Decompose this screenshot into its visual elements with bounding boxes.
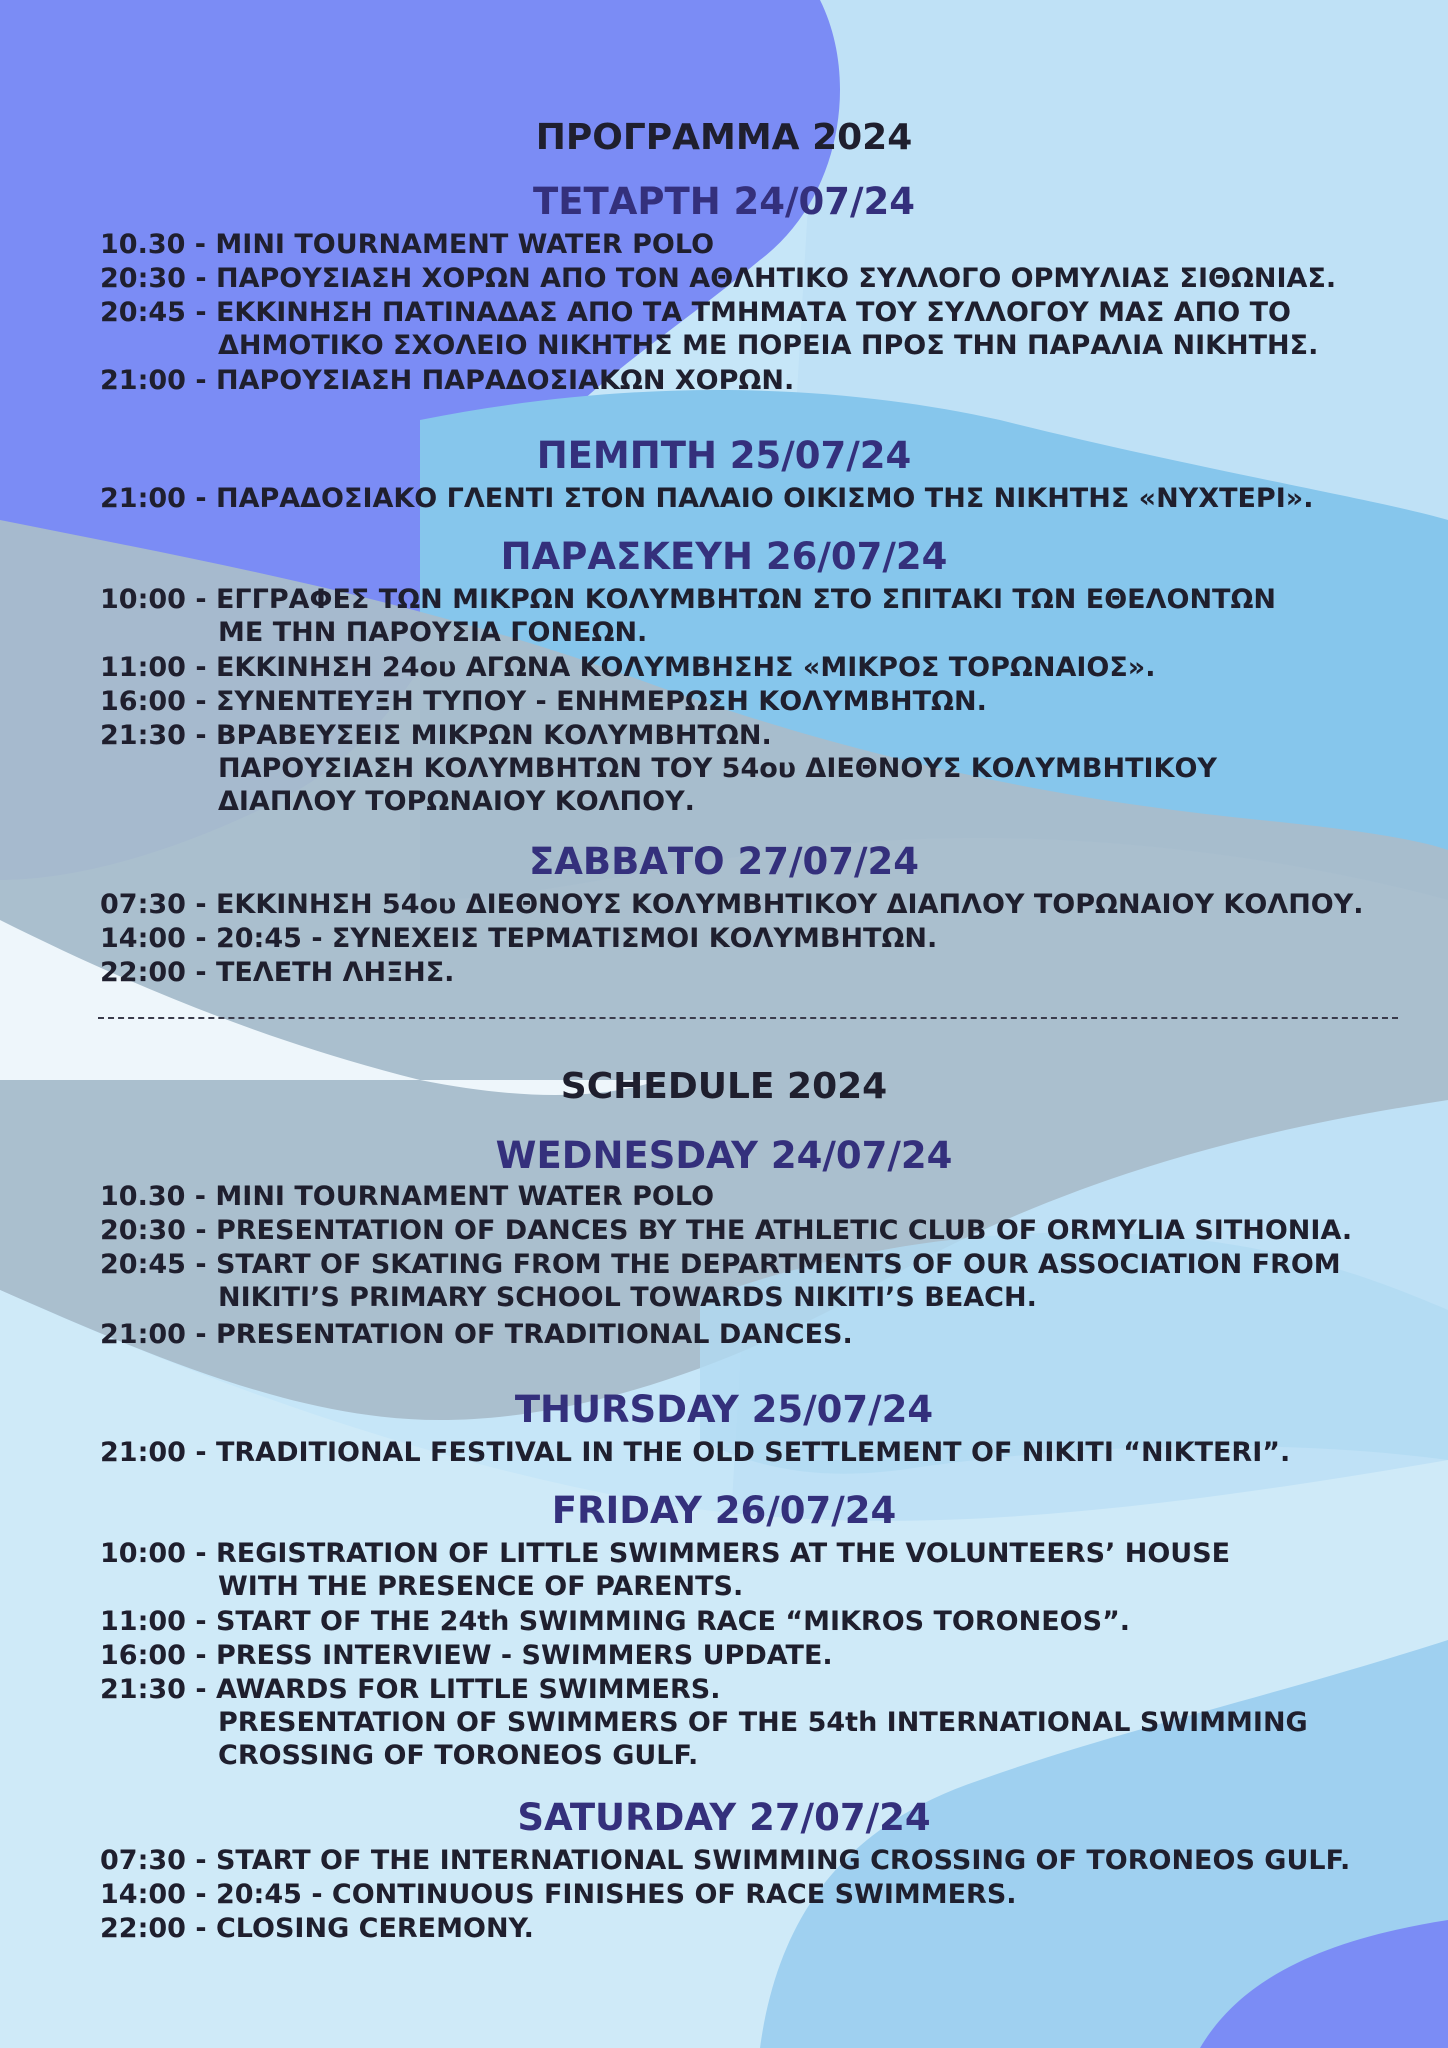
greek-day-saturday: ΣΑΒΒΑΤΟ 27/07/24 xyxy=(528,840,920,883)
schedule-item: 10:00 - ΕΓΓΡΑΦΕΣ ΤΩΝ ΜΙΚΡΩΝ ΚΟΛΥΜΒΗΤΩΝ ΣΤΟ ΣΠΙΤΑΚΙ ΤΩΝ ΕΘΕΛΟΝΤΩΝ ΜΕ ΤΗΝ ΠΑΡΟΥΣΙΑ ΓΟΝΕΩΝ. xyxy=(100,584,1277,648)
english-day-saturday: SATURDAY 27/07/24 xyxy=(517,1796,931,1839)
english-day-friday: FRIDAY 26/07/24 xyxy=(551,1489,897,1532)
schedule-item: 07:30 - START OF THE INTERNATIONAL SWIMMING CROSSING OF TORONEOS GULF. xyxy=(100,1845,1351,1876)
schedule-item: 16:00 - ΣΥΝΕΝΤΕΥΞΗ ΤΥΠΟΥ - ΕΝΗΜΕΡΩΣΗ ΚΟΛΥΜΒΗΤΩΝ. xyxy=(100,686,987,717)
schedule-item: 14:00 - 20:45 - CONTINUOUS FINISHES OF RACE SWIMMERS. xyxy=(100,1879,1017,1910)
schedule-item: 21:00 - ΠΑΡΑΔΟΣΙΑΚΟ ΓΛΕΝΤΙ ΣΤΟΝ ΠΑΛΑΙΟ ΟΙΚΙΣΜΟ ΤΗΣ ΝΙΚΗΤΗΣ «ΝΥΧΤΕΡΙ». xyxy=(100,483,1314,514)
schedule-item: 21:30 - AWARDS FOR LITTLE SWIMMERS. PRESENTATION OF SWIMMERS OF THE 54th INTERNATIONAL SWIMMING CROSSING OF TORONEOS GULF. xyxy=(100,1674,1308,1771)
schedule-item: 11:00 - START OF THE 24th SWIMMING RACE “MIKROS TORONEOS”. xyxy=(100,1606,1131,1637)
schedule-item: 21:30 - ΒΡΑΒΕΥΣΕΙΣ ΜΙΚΡΩΝ ΚΟΛΥΜΒΗΤΩΝ. ΠΑΡΟΥΣΙΑΣΗ ΚΟΛΥΜΒΗΤΩΝ ΤΟΥ 54ου ΔΙΕΘΝΟΥΣ ΚΟΛΥΜΒΗΤΙΚΟΥ ΔΙΑΠΛΟΥ ΤΟΡΩΝΑΙΟΥ ΚΟΛΠΟΥ. xyxy=(100,720,1217,817)
schedule-item: 22:00 - ΤΕΛΕΤΗ ΛΗΞΗΣ. xyxy=(100,957,455,988)
schedule-item: 14:00 - 20:45 - ΣΥΝΕΧΕΙΣ ΤΕΡΜΑΤΙΣΜΟΙ ΚΟΛΥΜΒΗΤΩΝ. xyxy=(100,923,938,954)
schedule-item: 22:00 - CLOSING CEREMONY. xyxy=(100,1913,534,1944)
english-day-thursday: THURSDAY 25/07/24 xyxy=(514,1388,934,1431)
schedule-item: 20:30 - PRESENTATION OF DANCES BY THE ATHLETIC CLUB OF ORMYLIA SITHONIA. xyxy=(100,1215,1353,1246)
schedule-item: 21:00 - ΠΑΡΟΥΣΙΑΣΗ ΠΑΡΑΔΟΣΙΑΚΩΝ ΧΟΡΩΝ. xyxy=(100,365,795,396)
english-day-wednesday: WEDNESDAY 24/07/24 xyxy=(495,1134,953,1177)
schedule-item: 10:00 - REGISTRATION OF LITTLE SWIMMERS AT THE VOLUNTEERS’ HOUSE WITH THE PRESENCE OF PARENTS. xyxy=(100,1538,1231,1602)
schedule-item: 20:45 - START OF SKATING FROM THE DEPARTMENTS OF OUR ASSOCIATION FROM NIKITI’S PRIMARY SCHOOL TOWARDS NIKITI’S BEACH. xyxy=(100,1249,1341,1313)
schedule-item: 10.30 - MINI TOURNAMENT WATER POLO xyxy=(100,229,715,260)
greek-program-title: ΠΡΟΓΡΑΜΜΑ 2024 xyxy=(535,117,913,158)
schedule-item: 10.30 - MINI TOURNAMENT WATER POLO xyxy=(100,1181,715,1212)
english-schedule-title: SCHEDULE 2024 xyxy=(560,1066,888,1107)
schedule-item: 20:30 - ΠΑΡΟΥΣΙΑΣΗ ΧΟΡΩΝ ΑΠΟ ΤΟΝ ΑΘΛΗΤΙΚΟ ΣΥΛΛΟΓΟ ΟΡΜΥΛΙΑΣ ΣΙΘΩΝΙΑΣ. xyxy=(100,263,1337,294)
section-divider xyxy=(98,1017,1398,1019)
schedule-item: 11:00 - ΕΚΚΙΝΗΣΗ 24ου ΑΓΩΝΑ ΚΟΛΥΜΒΗΣΗΣ «ΜΙΚΡΟΣ ΤΟΡΩΝΑΙΟΣ». xyxy=(100,652,1156,683)
schedule-item: 21:00 - PRESENTATION OF TRADITIONAL DANCES. xyxy=(100,1319,853,1350)
greek-day-wednesday: ΤΕΤΑΡΤΗ 24/07/24 xyxy=(532,180,916,223)
schedule-item: 21:00 - TRADITIONAL FESTIVAL IN THE OLD SETTLEMENT OF NIKITI “NIKTERI”. xyxy=(100,1437,1291,1468)
greek-day-thursday: ΠΕΜΠΤΗ 25/07/24 xyxy=(536,434,912,477)
schedule-item: 07:30 - ΕΚΚΙΝΗΣΗ 54ου ΔΙΕΘΝΟΥΣ ΚΟΛΥΜΒΗΤΙΚΟΥ ΔΙΑΠΛΟΥ ΤΟΡΩΝΑΙΟΥ ΚΟΛΠΟΥ. xyxy=(100,889,1364,920)
greek-day-friday: ΠΑΡΑΣΚΕΥΗ 26/07/24 xyxy=(500,535,948,578)
schedule-item: 16:00 - PRESS INTERVIEW - SWIMMERS UPDATE. xyxy=(100,1640,833,1671)
schedule-item: 20:45 - ΕΚΚΙΝΗΣΗ ΠΑΤΙΝΑΔΑΣ ΑΠΟ ΤΑ ΤΜΗΜΑΤΑ ΤΟΥ ΣΥΛΛΟΓΟΥ ΜΑΣ ΑΠΟ ΤΟ ΔΗΜΟΤΙΚΟ ΣΧΟΛΕΙΟ ΝΙΚΗΤΗΣ ΜΕ ΠΟΡΕΙΑ ΠΡΟΣ ΤΗΝ ΠΑΡΑΛΙΑ ΝΙΚΗΤΗΣ. xyxy=(100,297,1319,361)
